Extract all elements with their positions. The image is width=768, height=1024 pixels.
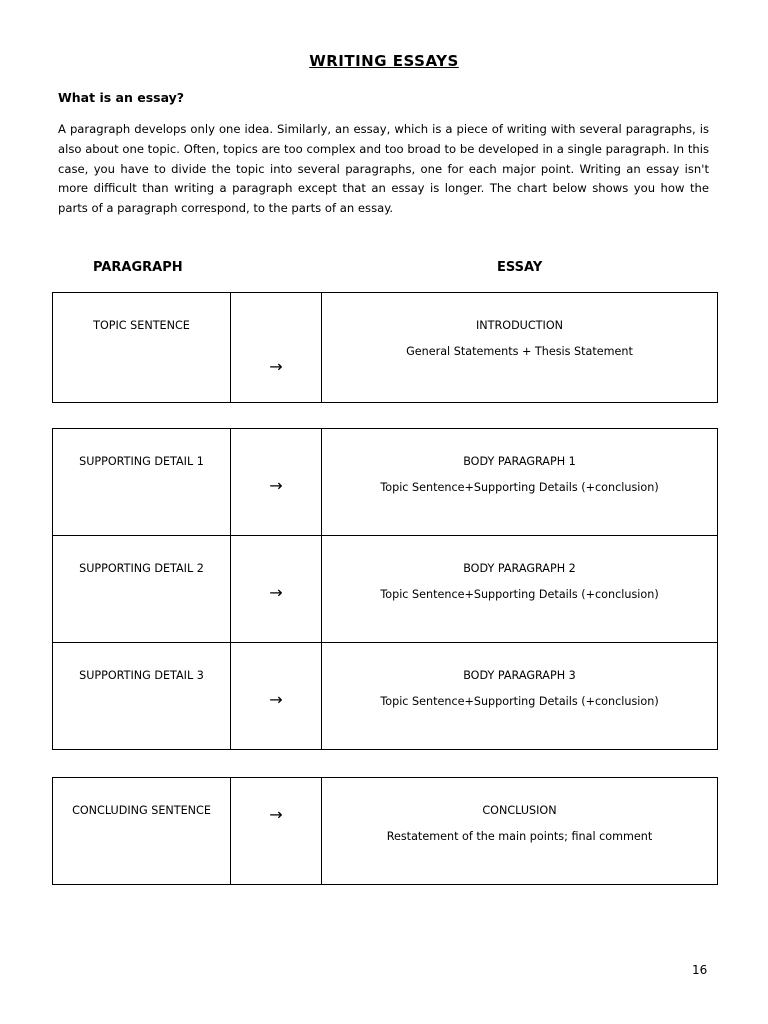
paragraph-part-cell: TOPIC SENTENCE	[53, 293, 231, 403]
right-arrow-icon: →	[269, 583, 283, 602]
table-row	[53, 293, 718, 403]
essay-part-cell	[322, 643, 718, 750]
arrow-cell	[231, 429, 322, 536]
paragraph-part-cell: SUPPORTING DETAIL 3	[53, 643, 231, 750]
essay-part-detail: Topic Sentence+Supporting Details (+conclusion)	[380, 695, 659, 708]
essay-part-label: BODY PARAGRAPH 2	[463, 562, 576, 575]
right-arrow-icon: →	[269, 690, 283, 709]
essay-part-detail: Topic Sentence+Supporting Details (+conclusion)	[380, 588, 659, 601]
paragraph-part-cell: SUPPORTING DETAIL 1	[53, 429, 231, 536]
essay-part-cell	[322, 778, 718, 885]
arrow-cell	[231, 778, 322, 885]
right-arrow-icon: →	[269, 476, 283, 495]
essay-part-cell	[322, 536, 718, 643]
essay-part-label: BODY PARAGRAPH 1	[463, 455, 576, 468]
essay-part-detail: General Statements + Thesis Statement	[406, 345, 633, 358]
page-title: WRITING ESSAYS	[309, 52, 459, 70]
arrow-cell	[231, 293, 322, 403]
paragraph-column-header: PARAGRAPH	[93, 260, 183, 275]
essay-part-label: INTRODUCTION	[475, 319, 563, 332]
arrow-cell	[231, 536, 322, 643]
body-mapping-table	[52, 428, 718, 750]
right-arrow-icon: →	[269, 805, 283, 824]
essay-part-detail: Restatement of the main points; final comment	[386, 830, 653, 843]
table-row	[53, 643, 718, 750]
paragraph-part-cell: SUPPORTING DETAIL 2	[53, 536, 231, 643]
essay-part-cell	[322, 429, 718, 536]
essay-column-header: ESSAY	[497, 260, 543, 275]
essay-part-cell	[322, 293, 718, 403]
section-question: What is an essay?	[58, 90, 185, 105]
paragraph-part-cell: CONCLUDING SENTENCE	[53, 778, 231, 885]
conclusion-mapping-table	[52, 777, 718, 885]
right-arrow-icon: →	[269, 357, 283, 376]
table-row	[53, 536, 718, 643]
introduction-mapping-table	[52, 292, 718, 403]
intro-paragraph: A paragraph develops only one idea. Similarly, an essay, which is a piece of writing with several paragraphs, is also about one topic. Often, topics are too complex and too broad to be developed in a single paragraph. In this case, you have to divide the topic into several paragraphs, one for each major point. Writing an essay isn't more difficult than writing a paragraph except that an essay is longer. The chart below shows you how the parts of a paragraph correspond, to the parts of an essay.	[58, 122, 709, 216]
essay-part-label: BODY PARAGRAPH 3	[463, 669, 576, 682]
essay-part-detail: Topic Sentence+Supporting Details (+conclusion)	[380, 481, 659, 494]
page-number: 16	[692, 963, 708, 977]
essay-part-label: CONCLUSION	[482, 804, 557, 817]
table-row	[53, 429, 718, 536]
table-row	[53, 778, 718, 885]
arrow-cell	[231, 643, 322, 750]
